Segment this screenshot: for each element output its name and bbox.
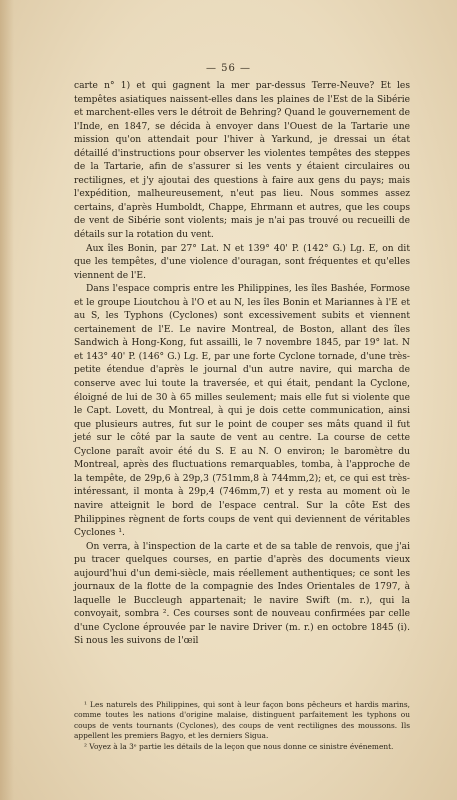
page-number: — 56 — — [205, 63, 252, 74]
footnote-2: ² Voyez à la 3ᵉ partie les détails de la leçon que nous donne ce sinistre événement. — [84, 741, 394, 751]
body-text — [74, 80, 410, 649]
paragraph-4: On verra, à l'inspection de la carte et de sa table de renvois, que j'ai pu tracer quelques courses, en partie d'après des documents vieux aujourd'hui d'un demi-siècle, mais réellement authentiques; ce sont les journaux de la flotte de la compagnie des Indes Orientales de 1797, à laquelle le Buccleugh appartenait; le navire Swift (m. r.), qui la convoyait, sombra ². Ces courses sont de nouveau confirmées par celle d'une Cyclone éprouvée par le navire Driver (m. r.) en octobre 1845 (i). Si nous les suivons de l'œil — [74, 541, 410, 647]
page-gutter-shadow — [0, 0, 14, 800]
paragraph-1: carte n° 1) et qui gagnent la mer par-dessus Terre-Neuve? Et les tempêtes asiatiques naissent-elles dans les plaines de l'Est de la Sibérie et marchent-elles vers le détroit de Behring? Quand le gouvernement de l'Inde, en 1847, se décida à envoyer dans l'Ouest de la Tartarie une mission qu'on attendait pour l'hiver à Yarkund, je dressai un état détaillé d'instructions pour observer les violentes tempêtes des steppes de la Tartarie, afin de s'assurer si les vents y étaient circulaires ou rectilignes, et j'y ajoutai des questions à faire aux gens du pays; mais l'expédition, malheureusement, n'eut pas lieu. Nous sommes assez certains, d'après Humboldt, Chappe, Ehrmann et autres, que les coups de vent de Sibérie sont violents; mais je n'ai pas trouvé ou recueilli de détails sur la rotation du vent. — [74, 81, 410, 241]
footnote-1: ¹ Les naturels des Philippines, qui sont à leur façon bons pêcheurs et hardis marins, comme toutes les nations d'origine malaise, distinguent parfaitement les typhons ou coups de vents tournants (Cyclones), des coups de vent rectilignes des moussons. Ils appellent les premiers Bagyo, et les derniers Sigua. — [74, 700, 410, 741]
paragraph-2: Aux îles Bonin, par 27° Lat. N et 139° 40' P. (142° G.) Lg. E, on dit que les tempêtes, d'une violence d'ouragan, sont fréquentes et qu'elles viennent de l'E. — [74, 243, 410, 281]
footnotes — [74, 700, 410, 752]
paragraph-3: Dans l'espace compris entre les Philippines, les îles Bashée, Formose et le groupe Lioutchou à l'O et au N, les îles Bonin et Mariannes à l'E et au S, les Typhons (Cyclones) sont excessivement subits et viennent certainement de l'E. Le navire Montreal, de Boston, allant des îles Sandwich à Hong-Kong, fut assailli, le 7 novembre 1845, par 19° lat. N et 143° 40' P. (146° G.) Lg. E, par une forte Cyclone tornade, d'une très-petite étendue d'après le journal d'un autre navire, qui marcha de conserve avec lui toute la traversée, et qui était, pendant la Cyclone, éloigné de lui de 30 à 65 milles seulement; mais elle fut si violente que le Capt. Lovett, du Montreal, à qui je dois cette communication, ainsi que plusieurs autres, fut sur le point de couper ses mâts quand il fut jeté sur le côté par la saute de vent au centre. La course de cette Cyclone paraît avoir été du S. E au N. O environ; le baromètre du Montreal, après des fluctuations remarquables, tomba, à l'approche de la tempête, de 29p,6 à 29p,3 (751mm,8 à 744mm,2); et, ce qui est très-intéressant, il monta à 29p,4 (746mm,7) et y resta au moment où le navire atteignit le bord de l'espace central. Sur la côte Est des Philippines règnent de forts coups de vent qui deviennent de véritables Cyclones ¹. — [74, 284, 410, 539]
